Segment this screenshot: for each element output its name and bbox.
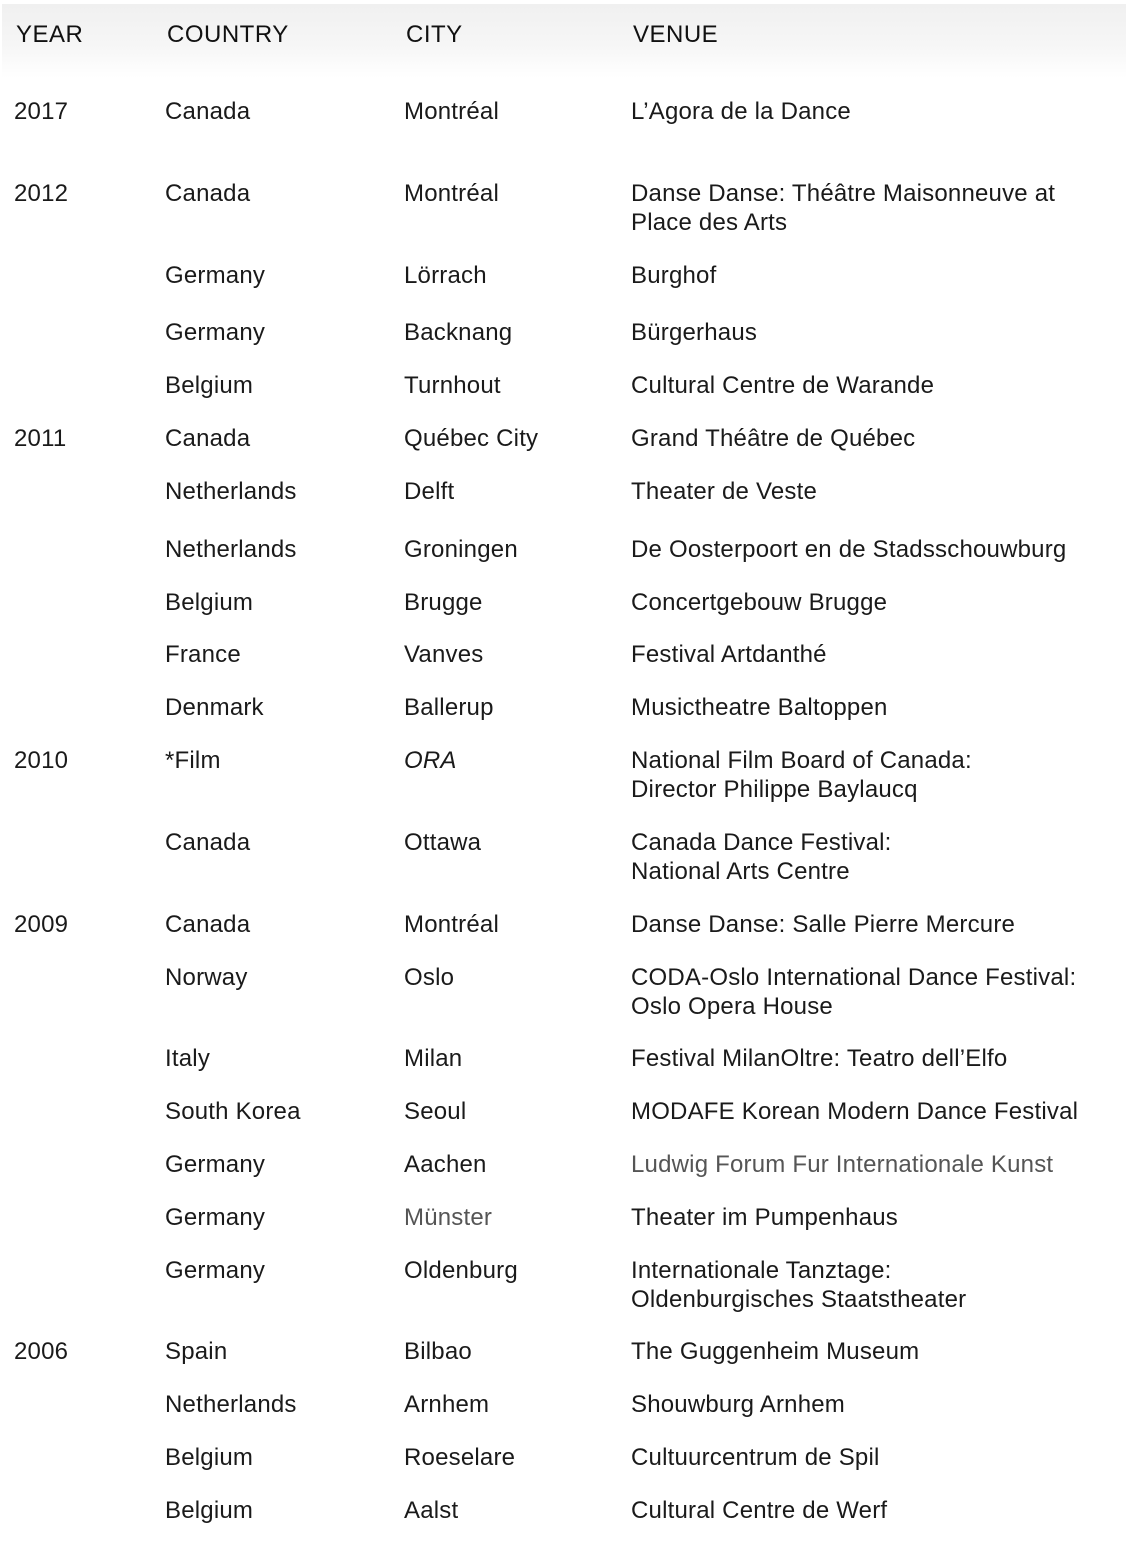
row-venue: Bürgerhaus xyxy=(631,319,758,346)
row-city: Oslo xyxy=(404,964,455,991)
row-city: Arnhem xyxy=(404,1391,490,1418)
row-city: Montréal xyxy=(404,911,499,938)
row-country: Germany xyxy=(165,1204,266,1231)
row-city: Aachen xyxy=(404,1151,487,1178)
row-venue: Burghof xyxy=(631,262,717,289)
row-country: Canada xyxy=(165,829,251,856)
row-venue: Theater de Veste xyxy=(631,478,817,505)
row-year: 2011 xyxy=(14,425,67,452)
row-country: France xyxy=(165,641,241,668)
header-year: YEAR xyxy=(16,21,84,48)
row-city: Montréal xyxy=(404,98,499,125)
row-country: Canada xyxy=(165,425,251,452)
row-city: Roeselare xyxy=(404,1444,516,1471)
row-venue: The Guggenheim Museum xyxy=(631,1338,920,1365)
row-country: Netherlands xyxy=(165,1391,297,1418)
row-venue: Danse Danse: Salle Pierre Mercure xyxy=(631,911,1016,938)
row-country: Canada xyxy=(165,98,251,125)
row-venue: Cultural Centre de Werf xyxy=(631,1497,888,1524)
row-city: Ottawa xyxy=(404,829,482,856)
row-city: Groningen xyxy=(404,536,518,563)
row-venue: L’Agora de la Dance xyxy=(631,98,851,125)
row-venue: MODAFE Korean Modern Dance Festival xyxy=(631,1098,1079,1125)
row-city: Milan xyxy=(404,1045,463,1072)
row-country: Germany xyxy=(165,1151,266,1178)
row-year: 2012 xyxy=(14,180,69,207)
row-venue: CODA-Oslo International Dance Festival: Oslo Opera House xyxy=(631,964,1077,1020)
row-venue: Internationale Tanztage: Oldenburgisches Staatstheater xyxy=(631,1257,967,1313)
row-city: Lörrach xyxy=(404,262,487,289)
row-city: Aalst xyxy=(404,1497,459,1524)
row-year: 2006 xyxy=(14,1338,69,1365)
row-country: Belgium xyxy=(165,1444,254,1471)
row-country: Belgium xyxy=(165,372,254,399)
row-venue: Musictheatre Baltoppen xyxy=(631,694,888,721)
row-country: Belgium xyxy=(165,1497,254,1524)
row-venue: Festival MilanOltre: Teatro dell’Elfo xyxy=(631,1045,1008,1072)
row-city: Brugge xyxy=(404,589,483,616)
row-country: South Korea xyxy=(165,1098,301,1125)
header-country: COUNTRY xyxy=(167,21,289,48)
row-venue: National Film Board of Canada: Director Philippe Baylaucq xyxy=(631,747,972,803)
row-city: ORA xyxy=(404,747,457,774)
row-country: Spain xyxy=(165,1338,228,1365)
row-country: Netherlands xyxy=(165,478,297,505)
header-city: CITY xyxy=(406,21,463,48)
row-venue: De Oosterpoort en de Stadsschouwburg xyxy=(631,536,1067,563)
row-venue: Cultuurcentrum de Spil xyxy=(631,1444,880,1471)
row-city: Vanves xyxy=(404,641,484,668)
row-venue: Shouwburg Arnhem xyxy=(631,1391,845,1418)
row-city: Bilbao xyxy=(404,1338,472,1365)
row-country: *Film xyxy=(165,747,221,774)
header-venue: VENUE xyxy=(633,21,719,48)
row-city: Turnhout xyxy=(404,372,501,399)
row-year: 2010 xyxy=(14,747,69,774)
row-city: Montréal xyxy=(404,180,499,207)
row-city: Delft xyxy=(404,478,455,505)
row-country: Germany xyxy=(165,319,266,346)
row-city: Seoul xyxy=(404,1098,467,1125)
row-venue: Festival Artdanthé xyxy=(631,641,827,668)
row-city: Oldenburg xyxy=(404,1257,518,1284)
row-country: Canada xyxy=(165,911,251,938)
row-city: Québec City xyxy=(404,425,539,452)
row-city: Backnang xyxy=(404,319,513,346)
row-country: Germany xyxy=(165,1257,266,1284)
row-country: Canada xyxy=(165,180,251,207)
row-venue: Ludwig Forum Fur Internationale Kunst xyxy=(631,1151,1054,1178)
row-country: Germany xyxy=(165,262,266,289)
row-country: Italy xyxy=(165,1045,211,1072)
row-venue: Concertgebouw Brugge xyxy=(631,589,888,616)
row-venue: Grand Théâtre de Québec xyxy=(631,425,916,452)
row-city: Ballerup xyxy=(404,694,494,721)
row-venue: Danse Danse: Théâtre Maisonneuve at Place des Arts xyxy=(631,180,1056,236)
row-year: 2009 xyxy=(14,911,69,938)
row-venue: Canada Dance Festival: National Arts Centre xyxy=(631,829,892,885)
row-year: 2017 xyxy=(14,98,69,125)
row-country: Belgium xyxy=(165,589,254,616)
row-venue: Cultural Centre de Warande xyxy=(631,372,935,399)
row-country: Norway xyxy=(165,964,248,991)
row-venue: Theater im Pumpenhaus xyxy=(631,1204,899,1231)
row-city: Münster xyxy=(404,1204,493,1231)
row-country: Netherlands xyxy=(165,536,297,563)
row-country: Denmark xyxy=(165,694,264,721)
